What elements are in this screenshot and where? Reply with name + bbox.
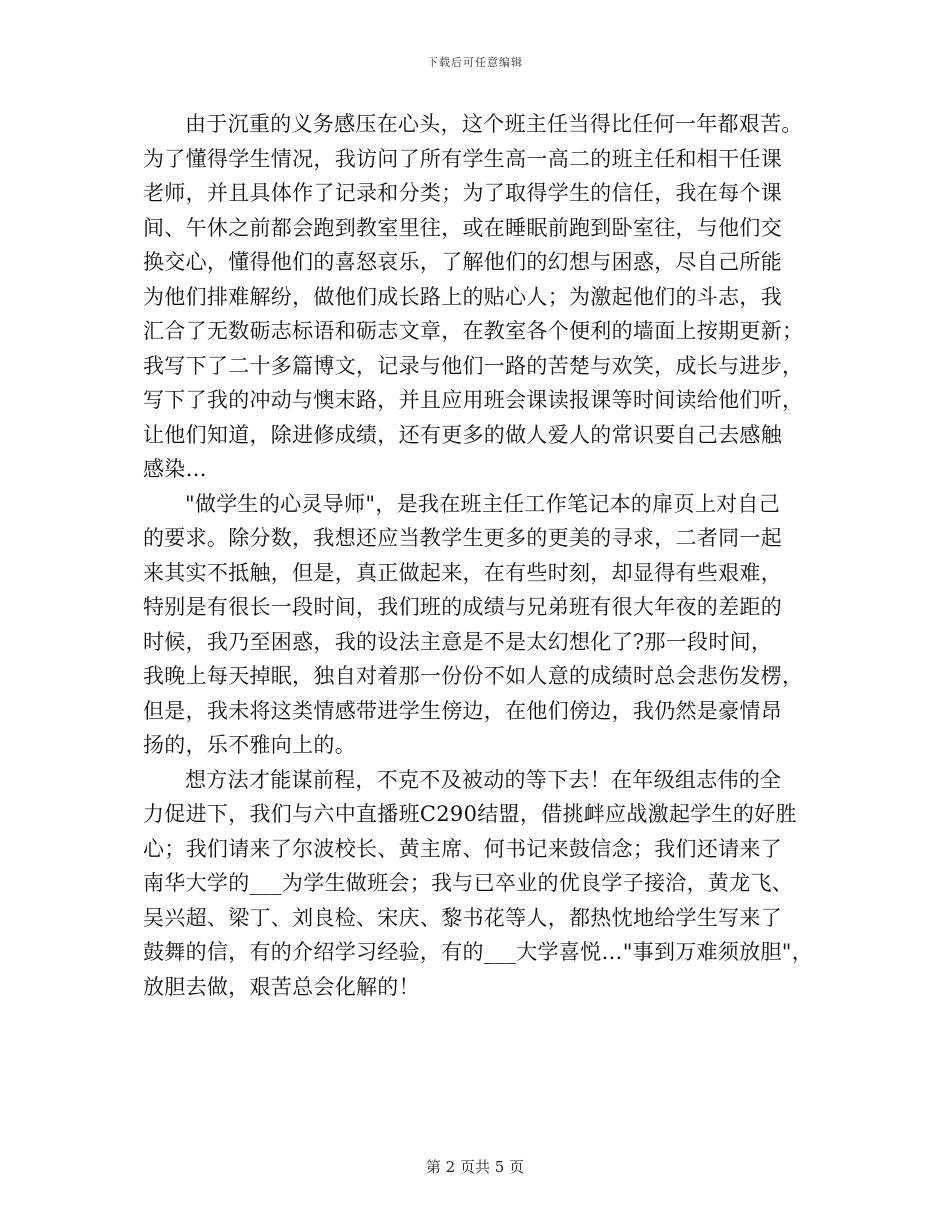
text-line: 写下了我的冲动与懊末路，并且应用班会课读报课等时间读给他们听， (143, 388, 804, 412)
text-line: 感染… (143, 457, 207, 481)
text-line: "做学生的心灵导师"，是我在班主任工作笔记本的扉页上对自己 (185, 491, 781, 516)
text-line: 来其实不抵触，但是，真正做起来，在有些时刻，却显得有些艰难， (143, 560, 782, 585)
text-line: 为他们排难解纷，做他们成长路上的贴心人；为激起他们的斗志，我 (143, 284, 782, 309)
text-line: 让他们知道，除进修成绩，还有更多的做人爱人的常识要自己去感触 (143, 422, 782, 447)
text-line: 南华大学的___为学生做班会；我与已卒业的优良学子接洽，黄龙飞、 (143, 871, 794, 895)
text-line: 但是，我未将这类情感带进学生傍边，在他们傍边，我仍然是豪情昂 (143, 698, 782, 723)
text-line: 的要求。除分数，我想还应当教学生更多的更美的寻求，二者同一起 (143, 526, 782, 550)
text-line: 特别是有很长一段时间，我们班的成绩与兄弟班有很大年夜的差距的 (143, 595, 782, 619)
text-line: 为了懂得学生情况，我访问了所有学生高一高二的班主任和相干任课 (143, 146, 782, 171)
text-line: 吴兴超、梁丁、刘良检、宋庆、黎书花等人，都热忱地给学生写来了 (143, 905, 782, 930)
paragraph-3 (143, 763, 814, 1005)
paragraph-1 (143, 107, 808, 487)
page-header: 下载后可任意编辑 (427, 56, 523, 69)
paragraph-2 (143, 487, 808, 763)
text-line: 汇合了无数砺志标语和砺志文章，在教室各个便利的墙面上按期更新； (143, 319, 804, 343)
text-line: 由于沉重的义务感压在心头，这个班主任当得比任何一年都艰苦。 (185, 112, 803, 136)
text-line: 老师，并且具体作了记录和分类；为了取得学生的信任，我在每个课 (143, 181, 782, 205)
text-line: 时候，我乃至困惑，我的设法主意是不是太幻想化了?那一段时间， (143, 629, 773, 654)
document-body (143, 107, 814, 1004)
text-line: 心；我们请来了尔波校长、黄主席、何书记来鼓信念；我们还请来了 (143, 836, 782, 861)
text-line: 我晚上每天掉眠，独自对着那一份份不如人意的成绩时总会悲伤发楞， (143, 664, 804, 688)
text-line: 放胆去做，艰苦总会化解的！ (143, 974, 420, 999)
text-line: 我写下了二十多篇博文，记录与他们一路的苦楚与欢笑，成长与进步， (143, 353, 804, 378)
text-line: 鼓舞的信，有的介绍学习经验，有的___大学喜悦…"事到万难须放胆"， (143, 940, 814, 964)
text-line: 想方法才能谋前程，不克不及被动的等下去！在年级组志伟的全 (185, 767, 782, 792)
text-line: 换交心，懂得他们的喜怒哀乐，了解他们的幻想与困惑，尽自己所能 (143, 250, 782, 274)
text-line: 力促进下，我们与六中直播班C290结盟，借挑衅应战激起学生的好胜 (143, 802, 797, 826)
text-line: 扬的，乐不雅向上的。 (143, 733, 356, 757)
text-line: 间、午休之前都会跑到教室里往，或在睡眠前跑到卧室往，与他们交 (143, 215, 782, 240)
page-footer: 第 2 页共 5 页 (425, 1158, 525, 1176)
